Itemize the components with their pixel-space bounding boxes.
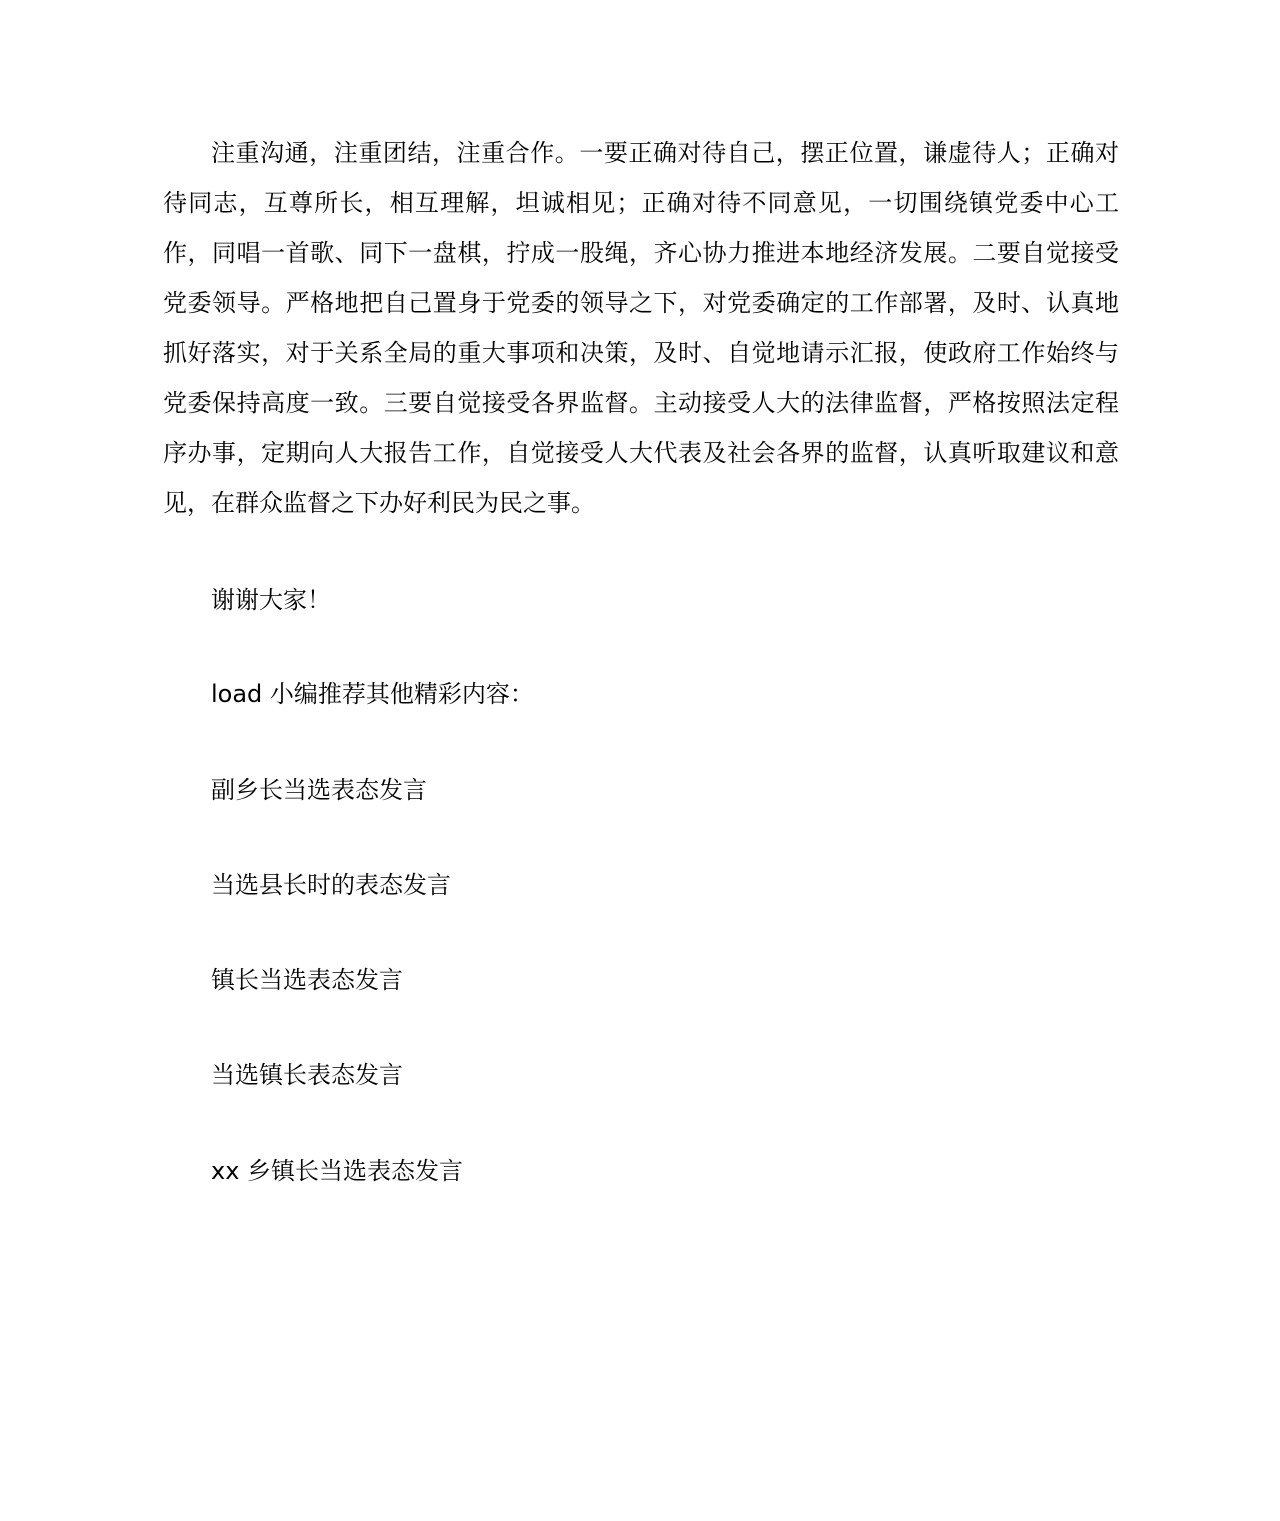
recommended-item[interactable]: xx 乡镇长当选表态发言 [211,1157,464,1185]
recommended-item[interactable]: 当选镇长表态发言 [211,1061,403,1089]
recommended-item[interactable]: 当选县长时的表态发言 [211,871,451,899]
body-paragraph: 注重沟通，注重团结，注重合作。一要正确对待自己，摆正位置，谦虚待人；正确对待同志，互尊所长，相互理解，坦诚相见；正确对待不同意见，一切围绕镇党委中心工作，同唱一首歌、同下一盘棋，拧成一股绳，齐心协力推进本地经济发展。二要自觉接受党委领导。严格地把自己置身于党委的领导之下，对党委确定的工作部署，及时、认真地抓好落实，对于关系全局的重大事项和决策，及时、自觉地请示汇报，使政府工作始终与党委保持高度一致。三要自觉接受各界监督。主动接受人大的法律监督，严格按照法定程序办事，定期向人大报告工作，自觉接受人大代表及社会各界的监督，认真听取建议和意见，在群众监督之下办好利民为民之事。 [163,139,1119,517]
closing-thanks: 谢谢大家！ [211,586,331,614]
recommended-item[interactable]: 镇长当选表态发言 [211,966,403,994]
recommend-heading: load 小编推荐其他精彩内容： [211,680,534,708]
recommended-item[interactable]: 副乡长当选表态发言 [211,776,427,804]
